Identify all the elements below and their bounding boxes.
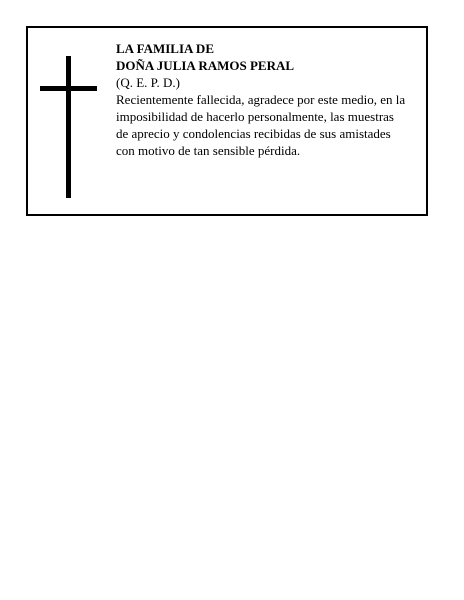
cross-vertical-bar	[66, 56, 71, 198]
body-line: con motivo de tan sensible pérdida.	[116, 143, 301, 158]
body-line: imposibilidad de hacerlo personalmente, las muestras	[116, 109, 394, 124]
obituary-notice	[26, 26, 428, 216]
notice-heading: LA FAMILIA DE	[116, 41, 214, 56]
notice-text	[116, 40, 422, 159]
body-line: Recientemente fallecida, agradece por este medio, en la	[116, 92, 406, 107]
deceased-name: DOÑA JULIA RAMOS PERAL	[116, 58, 295, 73]
cross-horizontal-bar	[40, 86, 97, 91]
body-line: de aprecio y condolencias recibidas de sus amistades	[116, 126, 391, 141]
qepd-label: (Q. E. P. D.)	[116, 75, 180, 90]
